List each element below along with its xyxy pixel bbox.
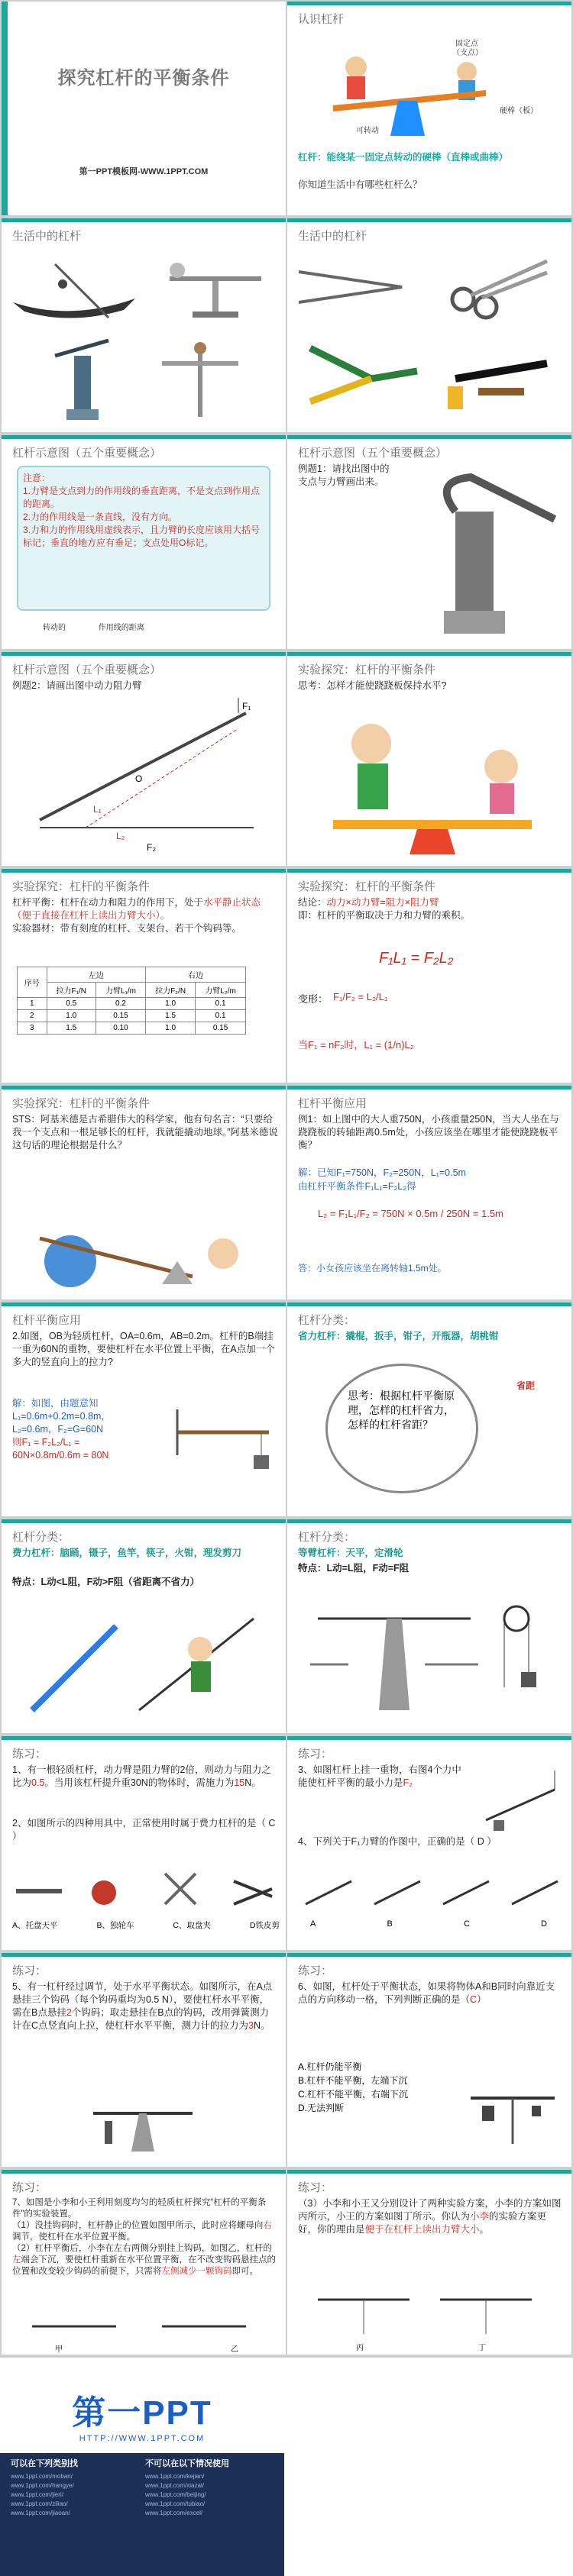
tweezers-image bbox=[295, 257, 410, 318]
cell: 1.5 bbox=[146, 1010, 196, 1022]
cell: 1 bbox=[18, 998, 47, 1010]
q5-answer-count: 2 bbox=[66, 2007, 72, 2018]
balance-definition bbox=[12, 896, 278, 935]
slide-heading: 实验探究：杠杆的平衡条件 bbox=[12, 880, 151, 893]
slide-know-lever bbox=[287, 2, 571, 215]
slide-exercise-1 bbox=[2, 1736, 286, 1950]
q5-answer-force: 3 bbox=[248, 2020, 254, 2031]
question-5 bbox=[12, 1980, 278, 2032]
water-pump-image bbox=[40, 333, 124, 424]
table-row bbox=[18, 998, 246, 1010]
slide-conclusion bbox=[287, 869, 571, 1083]
variant-label: 变形： bbox=[298, 993, 329, 1005]
q6-text: 6、如图，杠杆处于平衡状态，如果将物体A和B同时向靠近支点的方向移动一格，下列判断正确的是（ bbox=[298, 1981, 555, 2005]
slide-top-line bbox=[2, 1953, 286, 1957]
table-row bbox=[18, 1022, 246, 1035]
corkscrew-image bbox=[154, 333, 246, 424]
q5-unit: N。 bbox=[253, 2020, 270, 2031]
slide-heading: 杠杆示意图（五个重要概念） bbox=[12, 447, 162, 460]
slide-classification-2 bbox=[2, 1519, 286, 1733]
option-b: B、独轮车 bbox=[96, 1921, 134, 1930]
q5-text-2: 个钩码；取走悬挂在B点的钩码，改用弹簧测力计在C点竖直向上拉，使杠杆水平平衡，测力计的拉力为 bbox=[12, 2007, 270, 2031]
slide-heading: 练习： bbox=[12, 2181, 47, 2194]
conclusion-text bbox=[298, 896, 564, 922]
slide-top-line bbox=[287, 1953, 571, 1957]
slide-heading: 杠杆示意图（五个重要概念） bbox=[12, 663, 162, 676]
slide-title bbox=[2, 2, 286, 215]
slide-classification-3 bbox=[287, 1519, 571, 1733]
presentation-title: 探究杠杆的平衡条件 bbox=[57, 68, 230, 89]
solution-line: 则F₁ = F₂L₂/L₁ = 60N×0.8m/0.6m = 80N bbox=[12, 1437, 109, 1461]
option-b: B bbox=[387, 1919, 393, 1929]
question-7 bbox=[12, 2197, 278, 2277]
slide-heading: 实验探究：杠杆的平衡条件 bbox=[298, 663, 436, 676]
def-part-a: 杠杆平衡：杠杆在动力和阻力的作用下，处于 bbox=[12, 897, 204, 908]
slide-application-2 bbox=[2, 1303, 286, 1516]
th-sub: 拉力F₂/N bbox=[146, 983, 196, 998]
label-ding: 丁 bbox=[478, 2344, 486, 2352]
problem-text: 2.如图，OB为轻质杠杆，OA=0.6m，AB=0.2m。杠杆的B端挂一重为60N的重物，要使杠杆在水平位置上平衡，在A点加一个多大的竖直向上的拉力? bbox=[12, 1331, 275, 1367]
solution-line: 解：如图，由题意知 bbox=[12, 1398, 99, 1409]
slide-heading: 杠杆平衡应用 bbox=[298, 1097, 367, 1110]
slide-top-line bbox=[287, 2170, 571, 2174]
q1-unit: N。 bbox=[244, 1777, 261, 1788]
footer-band bbox=[0, 2453, 284, 2576]
option-d: D.无法判断 bbox=[298, 2103, 345, 2113]
lever-definition: 杠杆：能绕某一固定点转动的硬棒（直棒或曲棒） bbox=[298, 152, 509, 163]
equal-feature: 特点：L动=L阻，F动=F阻 bbox=[298, 1563, 410, 1574]
option-d: D铁皮剪 bbox=[249, 1921, 280, 1930]
slide-heading: 杠杆分类： bbox=[298, 1314, 356, 1327]
solution-line: L₂=0.6m，F₂=G=60N bbox=[12, 1424, 104, 1435]
wrench-image bbox=[432, 341, 562, 417]
option-c: C、取盘夹 bbox=[173, 1921, 211, 1930]
slide-heading: 练习： bbox=[298, 2181, 333, 2194]
solution-calc: L₂ = F₁L₁/F₂ = 750N × 0.5m / 250N = 1.5m bbox=[318, 1208, 503, 1219]
cell: 1.0 bbox=[146, 998, 196, 1010]
slide-heading: 练习： bbox=[298, 1964, 333, 1977]
q6-lever-diagram bbox=[463, 2068, 562, 2152]
note-head: 注意： bbox=[23, 473, 51, 483]
slide-experiment-table bbox=[2, 869, 286, 1083]
label-yi: 乙 bbox=[231, 2345, 238, 2354]
cell: 0.1 bbox=[196, 1010, 246, 1022]
label-jia: 甲 bbox=[55, 2345, 63, 2354]
slide-top-line bbox=[2, 1303, 286, 1306]
cell: 0.15 bbox=[196, 1022, 246, 1035]
slide-heading: 杠杆分类： bbox=[298, 1531, 356, 1544]
slide-exercise-4 bbox=[287, 1953, 571, 2167]
solution-given: 解：已知F₁=750N，F₂=250N，L₁=0.5m bbox=[298, 1167, 466, 1178]
conclusion-label: 结论： bbox=[298, 897, 327, 908]
footer-link[interactable]: www.1ppt.com/excel/ bbox=[145, 2510, 203, 2516]
cell: 2 bbox=[18, 1010, 47, 1022]
conclusion-explain: 即：杠杆的平衡取决于力和力臂的乘积。 bbox=[298, 910, 471, 921]
arm-label-l2: L₂ bbox=[116, 831, 125, 841]
slide-classification-1 bbox=[287, 1303, 571, 1516]
q7p3-diagrams bbox=[310, 2277, 547, 2338]
q7-text: 7、如图是小李和小王利用刻度均匀的轻质杠杆探究“杠杆的平衡条件”的实验装置。 bbox=[12, 2198, 267, 2219]
slide-top-line bbox=[2, 435, 286, 439]
footer-logo: 第一PPT bbox=[72, 2394, 212, 2432]
q7-diagrams bbox=[17, 2315, 269, 2345]
slide-application-1 bbox=[287, 1086, 571, 1299]
caption-right: 作用线的距离 bbox=[98, 624, 144, 632]
cloud-side-text: 省距 bbox=[516, 1380, 536, 1391]
th-index: 序号 bbox=[18, 967, 47, 998]
q7-part-2d: 即可。 bbox=[231, 2267, 258, 2276]
cell: 0.10 bbox=[96, 1022, 145, 1035]
th-right: 右边 bbox=[146, 967, 246, 983]
slide-top-line bbox=[287, 2, 571, 5]
q7-answer-2: 左 bbox=[12, 2255, 21, 2264]
think-question: 思考：怎样才能使跷跷板保持水平? bbox=[298, 680, 447, 691]
force-saving-levers: 省力杠杆：撬棍，扳手，钳子，开瓶器，胡桃钳 bbox=[298, 1331, 499, 1341]
option-c: C bbox=[463, 1919, 470, 1929]
slide-top-line bbox=[287, 435, 571, 439]
footer-url[interactable]: HTTP://WWW.1PPT.COM bbox=[79, 2434, 206, 2443]
slide-heading: 杠杆分类： bbox=[12, 1531, 70, 1544]
question-6 bbox=[298, 1980, 564, 2006]
slide-life-levers-2 bbox=[287, 218, 571, 432]
footer-link[interactable]: www.1ppt.com/hangye/ bbox=[11, 2482, 74, 2489]
q1-answer-ratio: 0.5 bbox=[31, 1777, 45, 1788]
q7p3-text-2: 的实验方案更好，你的理由是 bbox=[298, 2211, 547, 2235]
cell: 1.5 bbox=[47, 1022, 96, 1035]
def-part-c: （便于直接在杠杆上读出力臂大小）。 bbox=[12, 910, 170, 921]
slide-accent-bar bbox=[2, 2, 8, 215]
q7p3-labels bbox=[356, 2341, 486, 2352]
slide-heading: 练习： bbox=[12, 1964, 47, 1977]
slide-heading: 认识杠杆 bbox=[298, 13, 345, 26]
slide-top-line bbox=[287, 869, 571, 873]
slide-top-line bbox=[2, 869, 286, 873]
main-formula: F₁L₁ = F₂L₂ bbox=[379, 950, 454, 967]
balance-pulley-diagram bbox=[303, 1588, 555, 1725]
slide-top-line bbox=[287, 1303, 571, 1306]
caption-row bbox=[12, 621, 278, 634]
variant-formula: F₁/F₂ = L₂/L₁ bbox=[333, 991, 388, 1002]
option-a: A.杠杆仍能平衡 bbox=[298, 2061, 362, 2072]
slide-heading: 生活中的杠杆 bbox=[298, 230, 367, 243]
option-a: A bbox=[310, 1919, 316, 1929]
q7-part-2b: 端会下沉，要使杠杆重新在水平位置平衡，在不改变钩码悬挂点的位置和改变较少钩码的前提下，只需将 bbox=[12, 2255, 276, 2276]
slide-top-line bbox=[287, 652, 571, 656]
note-3: 3.力和力的作用线用虚线表示，且力臂的长度应该用大括号标记；垂直的地方应有垂足；支点处用O标记。 bbox=[23, 525, 261, 548]
footer-link[interactable]: www.1ppt.com/moban/ bbox=[11, 2473, 73, 2480]
slide-top-line bbox=[287, 1736, 571, 1740]
q6-options bbox=[298, 2060, 408, 2115]
slide-heading: 杠杆平衡应用 bbox=[12, 1314, 82, 1327]
option-a: A、托盘天平 bbox=[12, 1921, 58, 1930]
cell: 1.0 bbox=[47, 1010, 96, 1022]
slide-heading: 实验探究：杠杆的平衡条件 bbox=[298, 880, 436, 893]
footer-link[interactable]: www.1ppt.com/xiazai/ bbox=[145, 2482, 204, 2489]
q1-text: 1、有一根轻质杠杆，动力臂是阻力臂的2倍，则动力与阻力之比为 bbox=[12, 1764, 271, 1788]
th-sub: 力臂L₁/m bbox=[96, 983, 145, 998]
question-1 bbox=[12, 1764, 278, 1790]
footer-column-head: 可以在下列类别找 bbox=[11, 2459, 78, 2468]
q2-tools-images bbox=[12, 1866, 280, 1912]
q7-labels bbox=[55, 2342, 238, 2354]
q7-part-2: （2）杠杆平衡后，小李在左右两侧分别挂上钩码，如图乙，杠杆的 bbox=[12, 2244, 272, 2253]
solution-lines bbox=[12, 1397, 150, 1462]
boat-pole-image bbox=[9, 257, 139, 325]
solution-line: L₁=0.6m+0.2m=0.8m， bbox=[12, 1411, 111, 1422]
force-label-f1: F₁ bbox=[242, 701, 251, 712]
slide-heading: 练习： bbox=[298, 1748, 333, 1761]
slide-diagram-concepts-1 bbox=[2, 435, 286, 649]
svg-text:可转动: 可转动 bbox=[356, 127, 379, 135]
example-text: 例题1：请找出图中的支点与力臂画出来。 bbox=[298, 463, 390, 487]
question-2: 2、如图所示的四种用具中，正常使用时属于费力杠杆的是（ C ） bbox=[12, 1818, 276, 1842]
thinking-cloud: 思考：根据杠杆平衡原理，怎样的杠杆省力，怎样的杠杆省距？ bbox=[325, 1364, 478, 1493]
example-text: 例题2：请画出图中动力阻力臂 bbox=[12, 680, 142, 691]
cell: 3 bbox=[18, 1022, 47, 1035]
data-table bbox=[17, 967, 246, 1035]
q5-text: 5、有一杠杆经过调节，处于水平平衡状态。如图所示，在A点悬挂三个钩码（每个钩码重均为0.5 N），要使杠杆水平平衡，需在B点悬挂 bbox=[12, 1981, 273, 2018]
seesaw-illustration bbox=[303, 29, 562, 144]
q4-option-diagrams bbox=[298, 1866, 565, 1916]
footer-link[interactable]: www.1ppt.com/jiaoan/ bbox=[11, 2510, 70, 2516]
question-3 bbox=[298, 1764, 466, 1790]
effort-feature: 特点：L动<L阻，F动>F阻（省距离不省力） bbox=[12, 1577, 200, 1587]
q6-answer: C bbox=[470, 1994, 478, 2005]
slide-top-line bbox=[287, 218, 571, 222]
slide-top-line bbox=[2, 218, 286, 222]
note-1: 1.力臂是支点到力的作用线的垂直距离，不是支点到作用点的距离。 bbox=[23, 486, 261, 509]
cell: 1.0 bbox=[146, 1022, 196, 1035]
cell: 0.15 bbox=[96, 1010, 145, 1022]
q3-force-diagram bbox=[478, 1767, 562, 1835]
sts-text: STS：阿基米德是古希腊伟大的科学家，他有句名言：“只要给我一个支点和一根足够长的杠杆，我就能撬动地球。”阿基米德说这句话的理论根据是什么？ bbox=[12, 1114, 278, 1151]
def-part-b: 水平静止状态 bbox=[203, 897, 261, 908]
slide-heading: 生活中的杠杆 bbox=[12, 230, 82, 243]
cell: 0.1 bbox=[196, 998, 246, 1010]
problem-text: 例1：如上图中的大人重750N，小孩重量250N，当大人坐在与跷跷板的转轴距离0.5m处，小孩应该坐在哪里才能使跷跷板平衡？ bbox=[298, 1114, 559, 1151]
q7-part-1b: 调节，使杠杆在水平位置平衡。 bbox=[12, 2232, 135, 2242]
footer-link[interactable]: www.1ppt.com/jieri/ bbox=[11, 2491, 63, 2498]
pivot-label-o: O bbox=[135, 773, 143, 784]
hand-pump-diagram bbox=[402, 466, 562, 641]
slide-heading: 实验探究：杠杆的平衡条件 bbox=[12, 1097, 151, 1110]
equal-arm-levers: 等臂杠杆：天平，定滑轮 bbox=[298, 1548, 403, 1558]
footer-column-head: 不可以在以下情况使用 bbox=[145, 2459, 229, 2468]
footer-ad bbox=[0, 2358, 573, 2576]
slide-exercise-3 bbox=[2, 1953, 286, 2167]
cell: 0.5 bbox=[47, 998, 96, 1010]
q7p3-text: （3）小李和小王又分别设计了两种实验方案，小李的方案如图丙所示，小王的方案如图丁所示。你认为 bbox=[298, 2198, 562, 2222]
q7p3-end: 。 bbox=[479, 2224, 490, 2235]
lever-force-diagram bbox=[9, 698, 277, 858]
caption-left: 转动的 bbox=[43, 624, 66, 632]
q7-part-1: （1）没挂钩码时，杠杆静止的位置如图甲所示，此时应将螺母向 bbox=[12, 2221, 264, 2230]
lever-question: 你知道生活中有哪些杠杆么？ bbox=[298, 179, 422, 190]
footer-link[interactable]: www.1ppt.com/kejian/ bbox=[145, 2473, 205, 2480]
fishing-arm-diagram bbox=[17, 1603, 269, 1725]
q1-text-2: 。当用该杠杆提升重30N的物体时，需施力为 bbox=[44, 1777, 235, 1788]
lever-hanging-weight-diagram bbox=[170, 1394, 277, 1509]
q3-text: 3、如图杠杆上挂一重物，右图4个力中能使杠杆平衡的最小力是 bbox=[298, 1764, 461, 1788]
note-2: 2.力的作用线是一条直线，没有方向。 bbox=[23, 512, 178, 522]
slide-top-line bbox=[287, 1519, 571, 1523]
site-credit: 第一PPT模板网-WWW.1PPT.COM bbox=[79, 167, 209, 176]
slide-exercise-2 bbox=[287, 1736, 571, 1950]
footer-link[interactable]: www.1ppt.com/ziliao/ bbox=[11, 2500, 68, 2507]
th-sub: 拉力F₁/N bbox=[47, 983, 96, 998]
q6-close: ） bbox=[477, 1994, 487, 2005]
slide-seesaw-question bbox=[287, 652, 571, 866]
effort-levers: 费力杠杆：脑踊，镊子，鱼竿，筷子，火钳，理发剪刀 bbox=[12, 1548, 242, 1558]
footer-column-2 bbox=[145, 2459, 275, 2518]
question-7-part-3 bbox=[298, 2197, 564, 2236]
question-4: 4、下列关于F₁力臂的作图中，正确的是（ D ） bbox=[298, 1836, 497, 1847]
q5-lever-diagram bbox=[86, 2090, 200, 2159]
slide-life-levers-1 bbox=[2, 218, 286, 432]
q7p3-answer-2: 便于在杠杆上读出力臂大小 bbox=[364, 2224, 480, 2235]
q7p3-answer-1: 小李 bbox=[470, 2211, 490, 2222]
th-sub: 力臂L₂/m bbox=[196, 983, 246, 998]
conclusion-formula: 动力×动力臂=阻力×阻力臂 bbox=[326, 897, 439, 908]
archimedes-cartoon bbox=[17, 1200, 269, 1292]
slide-exercise-6 bbox=[287, 2170, 571, 2355]
footer-link[interactable]: www.1ppt.com/beijing/ bbox=[145, 2491, 206, 2498]
note-box bbox=[17, 466, 270, 611]
svg-text:固定点: 固定点 bbox=[455, 40, 478, 48]
slide-top-line bbox=[2, 1086, 286, 1089]
ratio-formula: 当F₁ = nF₂时，L₁ = (1/n)L₂ bbox=[298, 1039, 414, 1051]
th-left: 左边 bbox=[47, 967, 146, 983]
slide-exercise-5 bbox=[2, 2170, 286, 2355]
label-bing: 丙 bbox=[356, 2344, 364, 2352]
slide-heading: 练习： bbox=[12, 1748, 47, 1761]
pliers-image bbox=[295, 333, 425, 417]
q7-answer-3: 左侧减少一颗钩码 bbox=[161, 2267, 232, 2276]
q1-answer-force: 15 bbox=[234, 1777, 245, 1788]
arm-label-l1: L₁ bbox=[93, 804, 102, 815]
option-b: B.杠杆不能平衡，左端下沉 bbox=[298, 2075, 408, 2086]
scissors-image bbox=[440, 253, 555, 322]
svg-text:硬棒（板）: 硬棒（板） bbox=[500, 107, 538, 115]
svg-text:（支点）: （支点） bbox=[452, 49, 483, 57]
option-c: C.杠杆不能平衡，右端下沉 bbox=[298, 2089, 409, 2100]
cell: 0.2 bbox=[96, 998, 145, 1010]
slide-heading: 杠杆示意图（五个重要概念） bbox=[298, 447, 448, 460]
q4-options bbox=[310, 1919, 547, 1929]
scale-balance-image bbox=[154, 253, 277, 322]
option-d: D bbox=[541, 1919, 547, 1929]
slide-top-line bbox=[2, 652, 286, 656]
slide-top-line bbox=[2, 2170, 286, 2174]
slide-top-line bbox=[2, 1519, 286, 1523]
solution-step: 由杠杆平衡条件F₁L₁=F₂L₂得 bbox=[298, 1181, 416, 1192]
slide-top-line bbox=[287, 1086, 571, 1089]
kids-seesaw-image bbox=[310, 705, 547, 858]
footer-column-1 bbox=[11, 2459, 141, 2518]
q2-options bbox=[12, 1919, 280, 1931]
slide-diagram-example-1 bbox=[287, 435, 571, 649]
q3-answer: F₂ bbox=[403, 1777, 413, 1788]
slide-diagram-example-2 bbox=[2, 652, 286, 866]
table-row bbox=[18, 1010, 246, 1022]
footer-link[interactable]: www.1ppt.com/tubiao/ bbox=[145, 2500, 206, 2507]
solution-answer: 答：小女孩应该坐在离转轴1.5m处。 bbox=[298, 1263, 447, 1273]
slide-archimedes bbox=[2, 1086, 286, 1299]
slide-top-line bbox=[2, 1736, 286, 1740]
equipment-text: 实验器材：带有刻度的杠杆、支架台、若干个钩码等。 bbox=[12, 923, 242, 934]
force-label-f2: F₂ bbox=[147, 842, 156, 853]
q7-answer-1: 右 bbox=[263, 2221, 272, 2230]
